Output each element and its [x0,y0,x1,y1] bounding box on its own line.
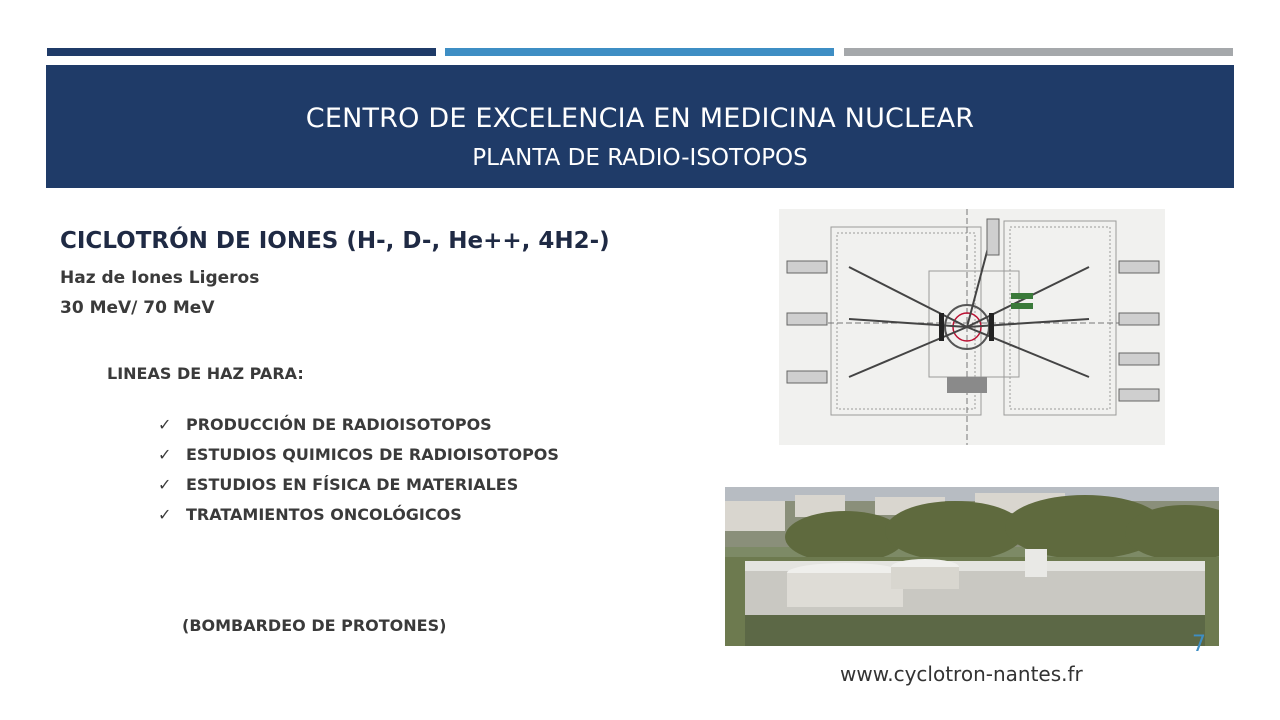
list-item-text: ESTUDIOS EN FÍSICA DE MATERIALES [186,475,519,494]
check-icon: ✓ [158,505,172,524]
page-number: 7 [1192,632,1206,657]
list-item [158,472,628,498]
beam-lines-label: LINEAS DE HAZ PARA: [107,364,304,383]
list-item-text: PRODUCCIÓN DE RADIOISOTOPOS [186,415,492,434]
title-band [46,65,1234,188]
cyclotron-layout-diagram [779,209,1165,445]
source-url: www.cyclotron-nantes.fr [840,662,1083,686]
accent-bar-navy [47,48,436,56]
list-item [158,412,628,438]
check-icon: ✓ [158,445,172,464]
facility-photo [725,487,1219,646]
accent-bar-gray [844,48,1233,56]
slide-subtitle: PLANTA DE RADIO-ISOTOPOS [472,145,808,171]
slide-title: CENTRO DE EXCELENCIA EN MEDICINA NUCLEAR [305,103,975,134]
check-icon: ✓ [158,415,172,434]
check-icon: ✓ [158,475,172,494]
list-item [158,442,628,468]
energy-text: 30 MeV/ 70 MeV [60,298,215,318]
accent-bar-blue [445,48,834,56]
cyclotron-heading: CICLOTRÓN DE IONES (H-, D-, He++, 4H2-) [60,228,610,254]
list-item [158,502,628,528]
list-item-text: ESTUDIOS QUIMICOS DE RADIOISOTOPOS [186,445,559,464]
list-item-continuation: (BOMBARDEO DE PROTONES) [182,616,447,635]
beam-lines-list [158,412,628,532]
beam-type-text: Haz de Iones Ligeros [60,268,260,288]
list-item-text: TRATAMIENTOS ONCOLÓGICOS [186,505,462,524]
